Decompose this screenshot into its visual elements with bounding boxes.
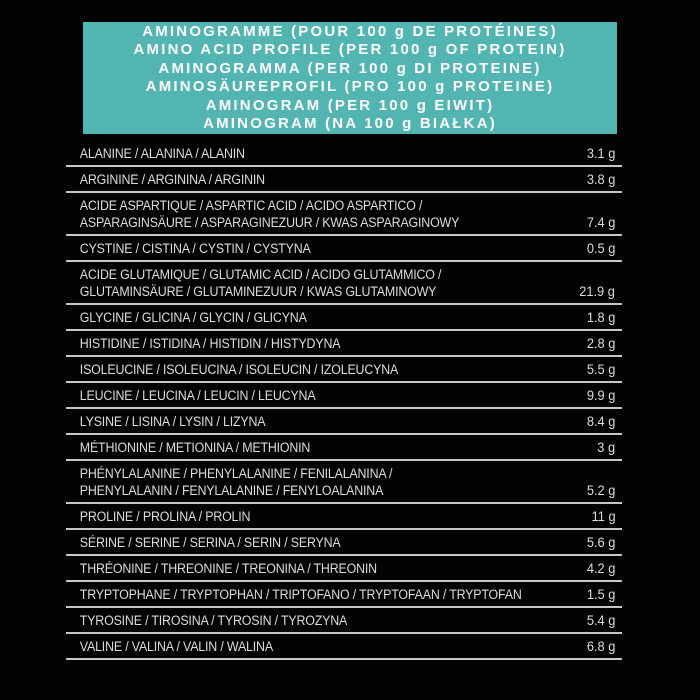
table-row — [66, 504, 622, 530]
amino-acid-value: 11 g — [591, 509, 616, 524]
header-line-en: AMINO ACID PROFILE (PER 100 g OF PROTEIN) — [133, 41, 567, 58]
table-row — [66, 530, 622, 556]
amino-acid-value: 1.8 g — [586, 310, 616, 325]
amino-acid-value: 5.2 g — [586, 483, 616, 498]
amino-acid-name: ACIDE ASPARTIQUE / ASPARTIC ACID / ACIDO ASPARTICO / ASPARAGINSÄURE / ASPARAGINEZUUR / KWAS ASPARAGINOWY — [79, 198, 460, 230]
amino-acid-value: 9.9 g — [586, 388, 616, 403]
amino-acid-table — [66, 141, 622, 660]
amino-acid-value: 4.2 g — [586, 561, 616, 576]
amino-acid-value: 1.5 g — [586, 587, 616, 602]
table-row — [66, 582, 622, 608]
table-row — [66, 167, 622, 193]
amino-acid-value: 5.6 g — [586, 535, 616, 550]
table-row — [66, 305, 622, 331]
header-banner — [83, 22, 617, 134]
amino-acid-value: 8.4 g — [586, 414, 616, 429]
header-line-de: AMINOSÄUREPROFIL (PRO 100 g PROTEINE) — [145, 78, 555, 95]
table-row — [66, 461, 622, 504]
amino-acid-value: 3.8 g — [586, 172, 616, 187]
amino-acid-value: 21.9 g — [579, 284, 616, 299]
amino-acid-name: TRYPTOPHANE / TRYPTOPHAN / TRIPTOFANO / TRYPTOFAAN / TRYPTOFAN — [79, 587, 522, 602]
table-row — [66, 236, 622, 262]
table-row — [66, 608, 622, 634]
amino-acid-name: ARGININE / ARGININA / ARGININ — [79, 172, 265, 187]
amino-acid-value: 3.1 g — [586, 146, 616, 161]
amino-acid-value: 5.4 g — [586, 613, 616, 628]
amino-acid-name: PROLINE / PROLINA / PROLIN — [79, 509, 251, 524]
amino-acid-name: ACIDE GLUTAMIQUE / GLUTAMIC ACID / ACIDO GLUTAMMICO / GLUTAMINSÄURE / GLUTAMINEZUUR / KWAS GLUTAMINOWY — [79, 267, 442, 299]
amino-acid-name: LYSINE / LISINA / LYSIN / LIZYNA — [79, 414, 266, 429]
amino-acid-name: PHÉNYLALANINE / PHENYLALANINE / FENILALANINA / PHENYLALANIN / FENYLALANINE / FENYLOALANINA — [79, 466, 393, 498]
table-row — [66, 556, 622, 582]
amino-acid-value: 5.5 g — [586, 362, 616, 377]
amino-acid-value: 3 g — [597, 440, 616, 455]
amino-acid-name: LEUCINE / LEUCINA / LEUCIN / LEUCYNA — [79, 388, 316, 403]
amino-acid-name: ISOLEUCINE / ISOLEUCINA / ISOLEUCIN / IZOLEUCYNA — [79, 362, 399, 377]
header-line-pl: AMINOGRAM (NA 100 g BIAŁKA) — [203, 115, 497, 132]
table-row — [66, 357, 622, 383]
amino-acid-name: THRÉONINE / THREONINE / TREONINA / THREONIN — [79, 561, 377, 576]
table-row — [66, 331, 622, 357]
header-line-fr: AMINOGRAMME (POUR 100 g DE PROTÉINES) — [142, 22, 558, 40]
table-row — [66, 409, 622, 435]
header-line-nl: AMINOGRAM (PER 100 g EIWIT) — [205, 96, 495, 114]
table-row — [66, 141, 622, 167]
amino-acid-name: HISTIDINE / ISTIDINA / HISTIDIN / HISTYDYNA — [79, 336, 341, 351]
amino-acid-value: 7.4 g — [586, 215, 616, 230]
header-line-it: AMINOGRAMMA (PER 100 g DI PROTEINE) — [158, 59, 542, 77]
table-row — [66, 634, 622, 660]
table-row — [66, 262, 622, 305]
amino-acid-name: GLYCINE / GLICINA / GLYCIN / GLICYNA — [79, 310, 307, 325]
amino-acid-value: 2.8 g — [586, 336, 616, 351]
amino-acid-value: 6.8 g — [586, 639, 616, 654]
amino-acid-name: MÉTHIONINE / METIONINA / METHIONIN — [79, 440, 311, 455]
amino-acid-name: CYSTINE / CISTINA / CYSTIN / CYSTYNA — [79, 241, 311, 256]
amino-acid-name: ALANINE / ALANINA / ALANIN — [79, 146, 245, 161]
table-row — [66, 193, 622, 236]
amino-acid-name: SÉRINE / SERINE / SERINA / SERIN / SERYNA — [79, 535, 341, 550]
amino-acid-name: TYROSINE / TIROSINA / TYROSIN / TYROZYNA — [79, 613, 348, 628]
amino-acid-value: 0.5 g — [586, 241, 616, 256]
table-row — [66, 435, 622, 461]
table-row — [66, 383, 622, 409]
amino-acid-name: VALINE / VALINA / VALIN / WALINA — [79, 639, 273, 654]
